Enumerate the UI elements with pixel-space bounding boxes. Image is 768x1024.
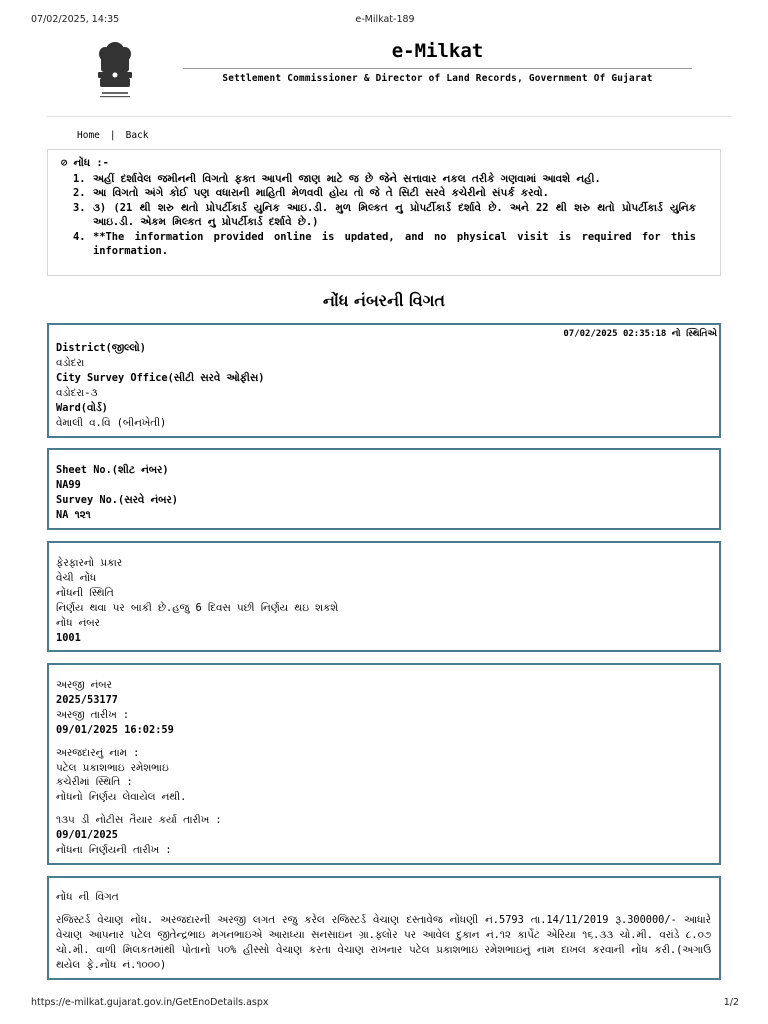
ward-value: વેમાલી વ.વિ (બીનખેતી) xyxy=(56,416,167,429)
entry-status-value: નિર્ણય થવા પર બાકી છે.હજુ 6 દિવસ પછી નિર્ણય થઇ શકશે xyxy=(56,601,339,614)
office-status-value: નોંધનો નિર્ણય લેવાયેલ નથી. xyxy=(56,791,187,804)
sheet-no-value: NA99 xyxy=(56,478,81,491)
page-number: 1/2 xyxy=(723,997,739,1008)
site-title: e-Milkat xyxy=(391,40,484,62)
notice-item xyxy=(73,201,696,230)
page-url: https://e-milkat.gujarat.gov.in/GetEnoDetails.aspx xyxy=(31,997,269,1008)
applicant-name-label: અરજદારનું નામ : xyxy=(56,746,140,759)
notice-list xyxy=(73,172,696,258)
mutation-type-value: વેચી નોંધ xyxy=(56,571,97,584)
print-datetime: 07/02/2025, 14:35 xyxy=(31,14,120,25)
notice-item-number: 1. xyxy=(73,173,86,185)
sheet-survey-card xyxy=(47,448,721,530)
mutation-card xyxy=(47,541,721,652)
mutation-type-label: ફેરફારનો પ્રકાર xyxy=(56,557,123,569)
notice-item-number: 3. xyxy=(73,201,86,214)
entry-details-label: નોંધ ની વિગત xyxy=(56,891,119,903)
notice-item xyxy=(73,186,696,200)
survey-no-label: Survey No.(સરવે નંબર) xyxy=(56,493,178,506)
home-link[interactable]: Home xyxy=(77,130,100,141)
notice-item-text: ૩) (21 થી શરુ થતો પ્રોપર્ટીકાર્ડ યુનિક આઇ.ડી. મુળ મિલ્કત નુ પ્રોપર્ટીકાર્ડ દર્શાવે છે. અને 22 થી શરુ થતો પ્રોપર્ટીકાર્ડ યુનિક આઇ.ડી. એકમ મિલ્કત નુ પ્રોપર્ટીકાર્ડ દર્શાવે છે.) xyxy=(93,201,696,229)
notice-item-number: 4. xyxy=(73,230,86,243)
title-divider xyxy=(183,68,692,69)
notice-item-text: આ વિગતો અંગે કોઈ પણ વધારાની માહિતી મેળવવી હોય તો જે તે સિટી સરવે કચેરીનો સંપર્ક કરવો. xyxy=(93,187,549,200)
site-subtitle: Settlement Commissioner & Director of Land Records, Government Of Gujarat xyxy=(222,73,653,84)
entry-details-card xyxy=(47,876,721,980)
application-card xyxy=(47,663,721,865)
office-status-label: કચેરીમાં સ્થિતિ : xyxy=(56,776,133,789)
back-link[interactable]: Back xyxy=(125,130,149,141)
notice-item-text: અહીં દર્શાવેલ જમીનની વિગતો ફક્ત આપની જાણ માટે જ છે જેને સત્તાવાર નકલ તરીકે ગણવામાં આવશે નહી. xyxy=(93,173,601,185)
application-date-value: 09/01/2025 16:02:59 xyxy=(56,723,174,736)
entry-status-label: નોંધની સ્થિતિ xyxy=(56,586,114,599)
breadcrumb-nav xyxy=(77,130,149,141)
application-number-label: અરજી નંબર xyxy=(56,679,112,691)
city-survey-office-value: વડોદરા-૩ xyxy=(56,386,98,399)
notice-ready-date-value: 09/01/2025 xyxy=(56,829,118,842)
ward-label: Ward(વોર્ડ) xyxy=(56,401,108,414)
sheet-no-label: Sheet No.(શીટ નંબર) xyxy=(56,464,169,476)
city-survey-office-label: City Survey Office(સીટી સરવે ઓફીસ) xyxy=(56,371,265,384)
notice-item-number: 2. xyxy=(73,187,86,200)
location-card xyxy=(47,323,721,438)
notice-box xyxy=(47,149,721,276)
decision-date-label: નોંધના નિર્ણયની તારીખ : xyxy=(56,844,172,857)
application-number-value: 2025/53177 xyxy=(56,693,118,706)
district-value: વડોદરા xyxy=(56,356,85,369)
district-label: District(જીલ્લો) xyxy=(56,342,146,354)
entry-number-value: 1001 xyxy=(56,631,81,644)
header-divider xyxy=(46,116,732,117)
notice-item xyxy=(73,230,696,259)
nav-separator: | xyxy=(109,130,116,141)
application-date-label: અરજી તારીખ : xyxy=(56,708,130,721)
entry-number-label: નોંધ નંબર xyxy=(56,616,100,629)
applicant-name-value: પટેલ પ્રકાશભાઇ રમેશભાઇ xyxy=(56,761,169,774)
print-doc-title: e-Milkat-189 xyxy=(355,14,415,25)
survey-no-value: NA ૧૨૧ xyxy=(56,508,91,521)
ashoka-emblem-icon xyxy=(92,38,138,108)
notice-item xyxy=(73,172,696,186)
notice-heading: ⊘ નોંધ :- xyxy=(61,157,109,169)
page-title: નોંધ નંબરની વિગત xyxy=(322,291,446,310)
notice-ready-date-label: ૧૩૫ ડી નોટીસ તૈયાર કર્યા તારીખ : xyxy=(56,814,222,827)
notice-item-text: **The information provided online is updated, and no physical visit is required for this information. xyxy=(93,230,696,258)
status-timestamp: 07/02/2025 02:35:18 નો સ્થિતિએ xyxy=(563,329,717,339)
entry-details-text: રજિસ્ટર્ડ વેચાણ નોંધ. અરજદારની અરજી લગત રજુ કરેલ રજિસ્ટર્ડ વેચાણ દસ્તાવેજ નોંધણી નં.5793 તા.14/11/2019 રૂ.300000/- આધારે વેચાણ આપનાર પટેલ જીતેન્દ્રભાઇ મગનભાઇએ આરાધ્યા સનસાઇન ગ્રા.ફ્લોર પર આવેલ દુકાન નં.૧૨ કાર્પેટ એરિયા ૧૬.૩૩ ચો.મી. વરાંડે ૮.૦૭ ચો.મી. વાળી મિલકતમાંથી પોતાનો ૫૦% હીસ્સો વેચાણ કરતા વેચાણ રાખનાર પટેલ પ્રકાશભાઇ રમેશભાઇનું નામ દાખલ કરવાની નોંધ કરી.(અગાઉ થયેલ ફે.નોંધ નં.૧૦૦૦) xyxy=(56,913,711,971)
